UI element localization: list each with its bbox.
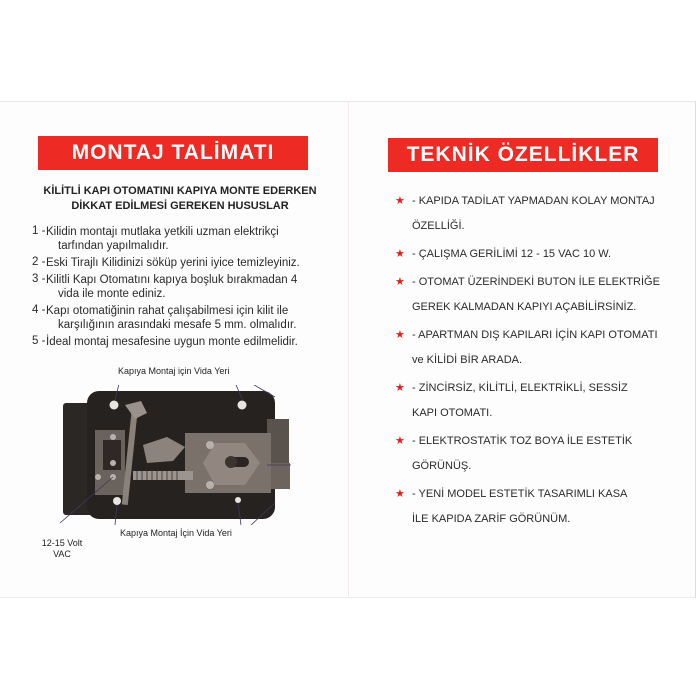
step-text-cont: karşılığının arasındaki mesafe 5 mm. olmalıdır.: [58, 319, 297, 331]
feature-text-cont: GEREK KALMADAN KAPIYI AÇABİLİRSİNİZ.: [412, 301, 637, 313]
montaj-talimati-banner: MONTAJ TALİMATI: [38, 136, 308, 170]
subheading-line-2: DİKKAT EDİLMESİ GEREKEN HUSUSLAR: [71, 200, 289, 212]
label-screw-top: Kapıya Montaj için Vida Yeri: [118, 366, 230, 376]
step-text: Kilidin montajı mutlaka yetkili uzman elektrikçi: [46, 226, 279, 238]
feature-text-cont: KAPI OTOMATI.: [412, 407, 493, 419]
label-voltage-line1: 12-15 Volt: [41, 538, 83, 548]
step-text: Kilitli Kapı Otomatını kapıya boşluk bırakmadan 4: [46, 274, 298, 286]
step-text: Eski Tirajlı Kilidinizi söküp yerini iyice temizleyiniz.: [46, 257, 300, 269]
step-number: 5 -: [32, 335, 46, 347]
star-bullet-icon: ★: [395, 329, 405, 341]
step-item: [32, 304, 332, 332]
feature-item: [395, 430, 695, 477]
step-text-cont: tarfından yapılmalıdır.: [58, 240, 169, 252]
feature-text-cont: İLE KAPIDA ZARİF GÖRÜNÜM.: [412, 513, 571, 525]
step-item: [32, 273, 332, 301]
feature-text-cont: ÖZELLİĞİ.: [412, 220, 465, 232]
door-lock-illustration: [55, 385, 295, 525]
feature-item: [395, 190, 695, 237]
step-number: 3 -: [32, 273, 46, 285]
feature-text: - ÇALIŞMA GERİLİMİ 12 - 15 VAC 10 W.: [412, 248, 612, 260]
teknik-ozellikler-banner: TEKNİK ÖZELLİKLER: [388, 138, 658, 172]
step-text-cont: vida ile monte ediniz.: [58, 288, 166, 300]
step-item: [32, 335, 332, 349]
step-item: [32, 225, 332, 253]
feature-item: [395, 324, 695, 371]
fold-line: [348, 101, 349, 596]
step-text: Kapı otomatiğinin rahat çalışabilmesi için kilit ile: [46, 305, 289, 317]
feature-text: - YENİ MODEL ESTETİK TASARIMLI KASA: [412, 488, 628, 500]
step-text: İdeal montaj mesafesine uygun monte edilmelidir.: [46, 336, 298, 348]
technical-features-list: [395, 190, 695, 530]
step-number: 2 -: [32, 256, 46, 268]
label-screw-bottom: Kapıya Montaj İçin Vida Yeri: [120, 528, 232, 538]
label-voltage-line2: VAC: [53, 549, 71, 559]
star-bullet-icon: ★: [395, 435, 405, 447]
installation-steps: [32, 225, 332, 349]
step-item: [32, 256, 332, 270]
subheading-line-1: KİLİTLİ KAPI OTOMATINI KAPIYA MONTE EDERKEN: [43, 185, 317, 197]
label-voltage: [38, 538, 86, 560]
step-number: 4 -: [32, 304, 46, 316]
star-bullet-icon: ★: [395, 382, 405, 394]
feature-item: [395, 243, 695, 265]
feature-text-cont: GÖRÜNÜŞ.: [412, 460, 472, 472]
feature-text: - APARTMAN DIŞ KAPILARI İÇİN KAPI OTOMATI: [412, 329, 658, 341]
star-bullet-icon: ★: [395, 248, 405, 260]
instructions-subheading: [30, 184, 330, 214]
feature-text: - ZİNCİRSİZ, KİLİTLİ, ELEKTRİKLİ, SESSİZ: [412, 382, 628, 394]
feature-text: - OTOMAT ÜZERİNDEKİ BUTON İLE ELEKTRİĞE: [412, 276, 660, 288]
star-bullet-icon: ★: [395, 276, 405, 288]
feature-text-cont: ve KİLİDİ BİR ARADA.: [412, 354, 523, 366]
star-bullet-icon: ★: [395, 488, 405, 500]
feature-text: - ELEKTROSTATİK TOZ BOYA İLE ESTETİK: [412, 435, 633, 447]
star-bullet-icon: ★: [395, 195, 405, 207]
feature-item: [395, 483, 695, 530]
step-number: 1 -: [32, 225, 46, 237]
feature-text: - KAPIDA TADİLAT YAPMADAN KOLAY MONTAJ: [412, 195, 655, 207]
feature-item: [395, 377, 695, 424]
feature-item: [395, 271, 695, 318]
